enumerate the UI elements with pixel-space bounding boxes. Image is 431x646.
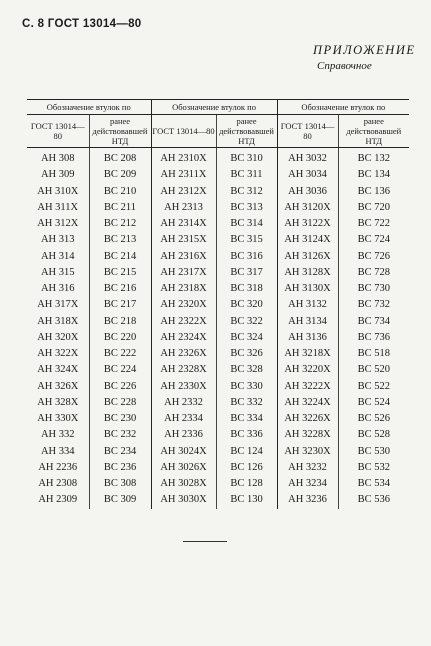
gost-designation-cell: АН 3122Х — [277, 216, 338, 232]
table-row — [27, 395, 409, 411]
ntd-designation-cell: ВС 218 — [89, 314, 151, 330]
ntd-designation-cell: ВС 534 — [357, 478, 390, 490]
ntd-designation-cell: ВС 316 — [216, 249, 277, 265]
ntd-designation-cell: ВС 236 — [89, 460, 151, 476]
appendix-subtitle: Справочное — [317, 60, 372, 72]
gost-designation-cell: АН 3130Х — [277, 281, 338, 297]
ntd-designation-cell: ВС 310 — [216, 148, 277, 168]
gost-designation-cell: АН 3220Х — [277, 362, 338, 378]
gost-designation-cell: АН 2312Х — [151, 184, 216, 200]
correspondence-table — [27, 99, 409, 509]
ntd-designation-cell: ВС 208 — [89, 148, 151, 168]
ntd-designation-cell: ВС 526 — [357, 413, 390, 425]
table-row — [27, 330, 409, 346]
table-row — [27, 200, 409, 216]
group-header: Обозначение втулок по — [277, 100, 409, 115]
col-header-gost: ГОСТ 13014—80 — [151, 115, 216, 148]
gost-designation-cell: АН 312Х — [27, 216, 89, 232]
ntd-designation-cell: ВС 734 — [357, 315, 390, 327]
gost-designation-cell: АН 317Х — [27, 297, 89, 313]
table-row — [27, 297, 409, 313]
gost-designation-cell: АН 3026Х — [151, 460, 216, 476]
ntd-designation-cell: ВС 330 — [216, 379, 277, 395]
table-row — [27, 492, 409, 508]
table-row — [27, 265, 409, 281]
ntd-designation-cell: ВС 130 — [216, 492, 277, 508]
ntd-designation-cell: ВС 126 — [216, 460, 277, 476]
ntd-designation-cell: ВС 324 — [216, 330, 277, 346]
gost-designation-cell: АН 316 — [27, 281, 89, 297]
gost-designation-cell: АН 310Х — [27, 184, 89, 200]
page-header: С. 8 ГОСТ 13014—80 — [22, 18, 142, 30]
gost-designation-cell: АН 3224Х — [277, 395, 338, 411]
gost-designation-cell: АН 318Х — [27, 314, 89, 330]
gost-designation-cell: АН 3136 — [277, 330, 338, 346]
ntd-designation-cell: ВС 309 — [89, 492, 151, 508]
gost-designation-cell: АН 2309 — [27, 492, 89, 508]
gost-designation-cell: АН 3228Х — [277, 427, 338, 443]
group-header: Обозначение втулок по — [27, 100, 151, 115]
ntd-designation-cell: ВС 124 — [216, 444, 277, 460]
gost-designation-cell: АН 313 — [27, 232, 89, 248]
ntd-designation-cell: ВС 313 — [216, 200, 277, 216]
ntd-designation-cell: ВС 215 — [89, 265, 151, 281]
gost-designation-cell: АН 2322Х — [151, 314, 216, 330]
gost-designation-cell: АН 2334 — [151, 411, 216, 427]
ntd-designation-cell: ВС 214 — [89, 249, 151, 265]
table-row — [27, 362, 409, 378]
ntd-designation-cell: ВС 212 — [89, 216, 151, 232]
gost-designation-cell: АН 328Х — [27, 395, 89, 411]
gost-designation-cell: АН 3236 — [277, 492, 338, 508]
ntd-designation-cell: ВС 728 — [357, 266, 390, 278]
table-row — [27, 216, 409, 232]
ntd-designation-cell: ВС 722 — [357, 218, 390, 230]
gost-designation-cell: АН 3034 — [277, 167, 338, 183]
ntd-designation-cell: ВС 336 — [216, 427, 277, 443]
gost-designation-cell: АН 3134 — [277, 314, 338, 330]
ntd-designation-cell: ВС 128 — [216, 476, 277, 492]
ntd-designation-cell: ВС 328 — [216, 362, 277, 378]
gost-designation-cell: АН 3128Х — [277, 265, 338, 281]
gost-designation-cell: АН 311Х — [27, 200, 89, 216]
ntd-designation-cell: ВС 224 — [89, 362, 151, 378]
gost-designation-cell: АН 3120Х — [277, 200, 338, 216]
col-header-ntd: ранее действовавшей НТД — [89, 115, 151, 148]
ntd-designation-cell: ВС 230 — [89, 411, 151, 427]
table-row — [27, 427, 409, 443]
table-row — [27, 249, 409, 265]
ntd-designation-cell: ВС 211 — [89, 200, 151, 216]
ntd-designation-cell: ВС 524 — [357, 396, 390, 408]
ntd-designation-cell: ВС 232 — [89, 427, 151, 443]
ntd-designation-cell: ВС 320 — [216, 297, 277, 313]
group-header: Обозначение втулок по — [151, 100, 277, 115]
ntd-designation-cell: ВС 528 — [357, 429, 390, 441]
ntd-designation-cell: ВС 536 — [357, 494, 390, 506]
gost-designation-cell: АН 3132 — [277, 297, 338, 313]
gost-designation-cell: АН 2236 — [27, 460, 89, 476]
ntd-designation-cell: ВС 724 — [357, 234, 390, 246]
gost-designation-cell: АН 2324Х — [151, 330, 216, 346]
gost-designation-cell: АН 3226Х — [277, 411, 338, 427]
ntd-designation-cell: ВС 326 — [216, 346, 277, 362]
ntd-designation-cell: ВС 730 — [357, 283, 390, 295]
table-row — [27, 411, 409, 427]
ntd-designation-cell: ВС 317 — [216, 265, 277, 281]
gost-designation-cell: АН 3124Х — [277, 232, 338, 248]
gost-designation-cell: АН 2310Х — [151, 148, 216, 168]
gost-designation-cell: АН 3230Х — [277, 444, 338, 460]
ntd-designation-cell: ВС 234 — [89, 444, 151, 460]
col-header-ntd: ранее действовавшей НТД — [338, 115, 409, 148]
ntd-designation-cell: ВС 314 — [216, 216, 277, 232]
ntd-designation-cell: ВС 213 — [89, 232, 151, 248]
gost-designation-cell: АН 2320Х — [151, 297, 216, 313]
gost-designation-cell: АН 2326Х — [151, 346, 216, 362]
table-row — [27, 314, 409, 330]
gost-designation-cell: АН 3222Х — [277, 379, 338, 395]
gost-designation-cell: АН 3126Х — [277, 249, 338, 265]
table-row — [27, 379, 409, 395]
gost-designation-cell: АН 308 — [27, 148, 89, 168]
ntd-designation-cell: ВС 222 — [89, 346, 151, 362]
gost-designation-cell: АН 2315Х — [151, 232, 216, 248]
ntd-designation-cell: ВС 518 — [357, 348, 390, 360]
gost-designation-cell: АН 309 — [27, 167, 89, 183]
gost-designation-cell: АН 3232 — [277, 460, 338, 476]
ntd-designation-cell: ВС 332 — [216, 395, 277, 411]
ntd-designation-cell: ВС 228 — [89, 395, 151, 411]
gost-designation-cell: АН 330Х — [27, 411, 89, 427]
table-row — [27, 444, 409, 460]
col-header-ntd: ранее действовавшей НТД — [216, 115, 277, 148]
gost-designation-cell: АН 314 — [27, 249, 89, 265]
ntd-designation-cell: ВС 134 — [357, 169, 390, 181]
gost-designation-cell: АН 2308 — [27, 476, 89, 492]
gost-designation-cell: АН 2330Х — [151, 379, 216, 395]
gost-designation-cell: АН 2313 — [151, 200, 216, 216]
ntd-designation-cell: ВС 520 — [357, 364, 390, 376]
gost-designation-cell: АН 334 — [27, 444, 89, 460]
gost-designation-cell: АН 320Х — [27, 330, 89, 346]
gost-designation-cell: АН 2318Х — [151, 281, 216, 297]
ntd-designation-cell: ВС 726 — [357, 250, 390, 262]
ntd-designation-cell: ВС 532 — [357, 461, 390, 473]
col-header-gost: ГОСТ 13014—80 — [27, 115, 89, 148]
ntd-designation-cell: ВС 334 — [216, 411, 277, 427]
ntd-designation-cell: ВС 732 — [357, 299, 390, 311]
gost-designation-cell: АН 3024Х — [151, 444, 216, 460]
ntd-designation-cell: ВС 132 — [357, 153, 390, 165]
table-row — [27, 184, 409, 200]
table-row — [27, 476, 409, 492]
gost-designation-cell: АН 2316Х — [151, 249, 216, 265]
gost-designation-cell: АН 332 — [27, 427, 89, 443]
gost-designation-cell: АН 3032 — [277, 148, 338, 168]
gost-designation-cell: АН 315 — [27, 265, 89, 281]
bottom-divider — [183, 541, 227, 542]
gost-designation-cell: АН 324Х — [27, 362, 89, 378]
gost-designation-cell: АН 3234 — [277, 476, 338, 492]
ntd-designation-cell: ВС 720 — [357, 201, 390, 213]
ntd-designation-cell: ВС 312 — [216, 184, 277, 200]
gost-designation-cell: АН 2314Х — [151, 216, 216, 232]
gost-designation-cell: АН 322Х — [27, 346, 89, 362]
ntd-designation-cell: ВС 311 — [216, 167, 277, 183]
ntd-designation-cell: ВС 226 — [89, 379, 151, 395]
table-body — [27, 148, 409, 509]
ntd-designation-cell: ВС 530 — [357, 445, 390, 457]
appendix-title: ПРИЛОЖЕНИЕ — [313, 43, 416, 57]
gost-designation-cell: АН 3028Х — [151, 476, 216, 492]
ntd-designation-cell: ВС 315 — [216, 232, 277, 248]
ntd-designation-cell: ВС 522 — [357, 380, 390, 392]
gost-designation-cell: АН 2332 — [151, 395, 216, 411]
ntd-designation-cell: ВС 216 — [89, 281, 151, 297]
ntd-designation-cell: ВС 308 — [89, 476, 151, 492]
table-row — [27, 148, 409, 168]
ntd-designation-cell: ВС 736 — [357, 331, 390, 343]
table-row — [27, 460, 409, 476]
ntd-designation-cell: ВС 209 — [89, 167, 151, 183]
gost-designation-cell: АН 2311Х — [151, 167, 216, 183]
gost-designation-cell: АН 3218Х — [277, 346, 338, 362]
gost-designation-cell: АН 3030Х — [151, 492, 216, 508]
table-row — [27, 346, 409, 362]
ntd-designation-cell: ВС 217 — [89, 297, 151, 313]
table-row — [27, 232, 409, 248]
ntd-designation-cell: ВС 136 — [357, 185, 390, 197]
table-row — [27, 281, 409, 297]
ntd-designation-cell: ВС 318 — [216, 281, 277, 297]
ntd-designation-cell: ВС 322 — [216, 314, 277, 330]
gost-designation-cell: АН 2317Х — [151, 265, 216, 281]
table-row — [27, 167, 409, 183]
gost-designation-cell: АН 326Х — [27, 379, 89, 395]
gost-designation-cell: АН 2336 — [151, 427, 216, 443]
col-header-gost: ГОСТ 13014—80 — [277, 115, 338, 148]
gost-designation-cell: АН 3036 — [277, 184, 338, 200]
ntd-designation-cell: ВС 210 — [89, 184, 151, 200]
gost-designation-cell: АН 2328Х — [151, 362, 216, 378]
ntd-designation-cell: ВС 220 — [89, 330, 151, 346]
